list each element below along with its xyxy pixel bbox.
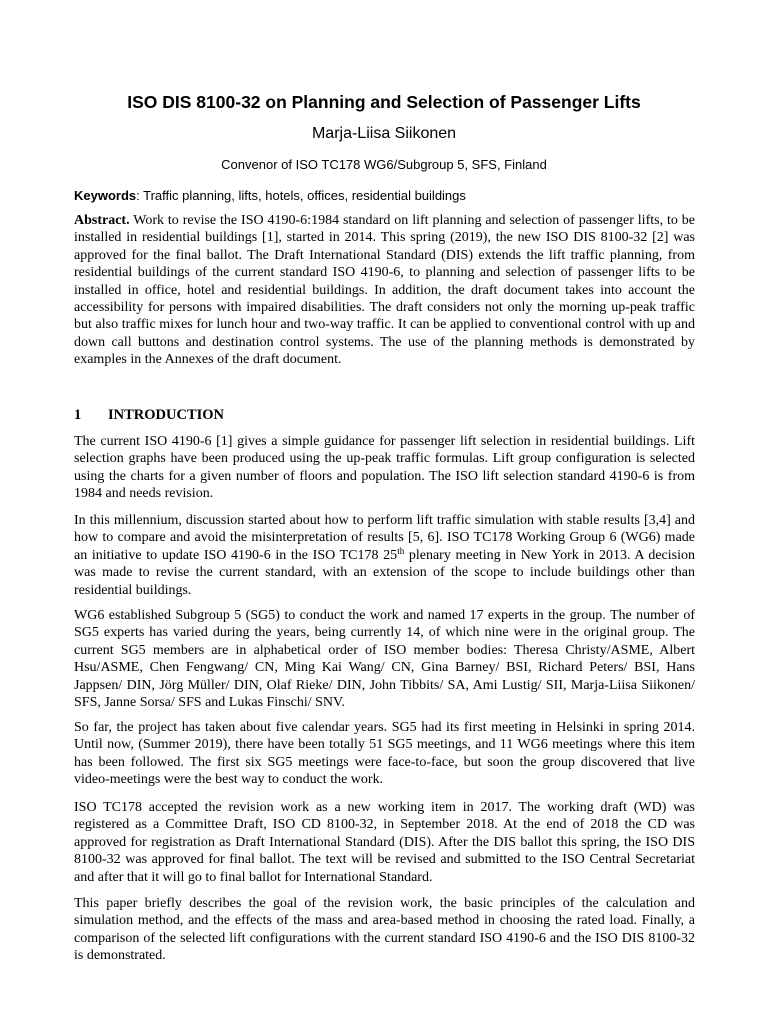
abstract-label: Abstract. <box>74 213 130 228</box>
paper-title: ISO DIS 8100-32 on Planning and Selection of Passenger Lifts <box>127 92 641 112</box>
paragraph-5: ISO TC178 accepted the revision work as a new working item in 2017. The working draft (WD) was registered as a Committee Draft, ISO CD 8100-32, in September 2018. At the end of 2018 the CD was approved for registration as Draft International Standard (DIS). After the DIS ballot this spring, the ISO DIS 8100-32 was approved for final ballot. The text will be revised and submitted to the ISO Central Secretariat and after that it will go to final ballot for International Standard. <box>74 800 695 885</box>
paragraph-2-text-b: plenary meeting in New York in 2013. A decision was made to revise the current standard, with an extension of the scope to include buildings other than residential buildings. <box>74 547 695 598</box>
ordinal-superscript: th <box>397 545 405 556</box>
author-affiliation: Convenor of ISO TC178 WG6/Subgroup 5, SFS, Finland <box>221 157 547 172</box>
paragraph-3: WG6 established Subgroup 5 (SG5) to conduct the work and named 17 experts in the group. The number of SG5 experts has varied during the years, being currently 14, of which nine were in the original group. The current SG5 members are in alphabetical order of ISO member bodies: Theresa Christy/ASME, Albert Hsu/ASME, Chen Fengwang/ CN, Ming Kai Wang/ CN, Gina Barney/ BSI, Richard Peters/ BSI, Hans Jappsen/ DIN, Jörg Müller/ DIN, Olaf Rieke/ DIN, John Tibbits/ SA, Ami Lustig/ SII, Marja-Liisa Siikonen/ SFS, Janne Sorsa/ SFS and Lukas Finschi/ SNV. <box>74 608 695 711</box>
section-title: INTRODUCTION <box>108 407 225 423</box>
paragraph-6: This paper briefly describes the goal of the revision work, the basic principles of the calculation and simulation method, and the effects of the mass and area-based method in choosing the rated load. Finally, a comparison of the selected lift configurations with the current standard ISO 4190-6 and the ISO DIS 8100-32 is demonstrated. <box>74 896 695 964</box>
paragraph-1: The current ISO 4190-6 [1] gives a simple guidance for passenger lift selection in residential buildings. Lift selection graphs have been produced using the up-peak traffic formulas. Lift group configuration is selected using the charts for a given number of floors and population. The ISO lift selection standard 4190-6 is from 1984 and needs revision. <box>74 434 695 502</box>
paragraph-4: So far, the project has taken about five calendar years. SG5 had its first meeting in Helsinki in spring 2014. Until now, (Summer 2019), there have been totally 51 SG5 meetings, and 11 WG6 meetings where this item has been followed. The first six SG5 meetings were face-to-face, but soon the group discovered that live video-meetings were the best way to conduct the work. <box>74 720 695 788</box>
paragraph-2 <box>74 512 695 599</box>
section-heading <box>74 407 224 424</box>
author-name: Marja-Liisa Siikonen <box>311 125 457 142</box>
keywords-line <box>74 188 466 203</box>
abstract-text: Work to revise the ISO 4190-6:1984 standard on lift planning and selection of passenger lifts, to be installed in residential buildings [1], started in 2014. This spring (2019), the new ISO DIS 8100-32 [2] was approved for the final ballot. The Draft International Standard (DIS) extends the lift traffic planning, from residential buildings of the current standard ISO 4190-6, to planning and selection of passenger lifts to be installed in office, hotel and residential buildings. In addition, the draft document takes into account the accessibility for persons with impaired disabilities. The draft considers not only the morning up-peak traffic but also traffic mixes for lunch hour and two-way traffic. It can be applied to conventional control with up and down call buttons and destination control systems. The use of the planning methods is demonstrated by examples in the Annexes of the draft document. <box>74 213 695 368</box>
paragraph-2-text-a: In this millennium, discussion started about how to perform lift traffic simulation with stable results [3,4] and how to compare and avoid the misinterpretation of results [5, 6]. ISO TC178 Working Group 6 (WG6) made an initiative to update ISO 4190-6 in the ISO TC178 25 <box>74 513 695 563</box>
keywords-label: Keywords <box>74 188 137 203</box>
keywords-text: : Traffic planning, lifts, hotels, offices, residential buildings <box>136 188 466 203</box>
section-number: 1 <box>74 407 82 423</box>
abstract <box>74 212 695 369</box>
